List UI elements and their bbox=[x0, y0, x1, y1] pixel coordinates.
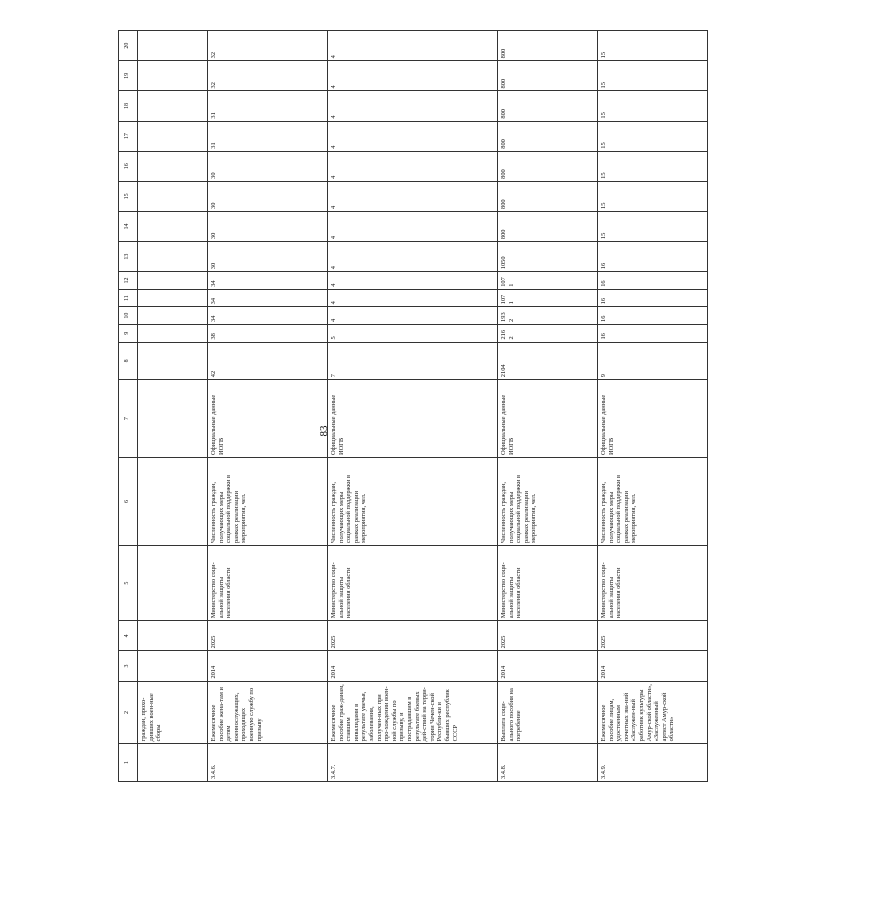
cell-c6 bbox=[138, 458, 208, 546]
cell-c7 bbox=[138, 380, 208, 458]
cell-c7: Официальные данные ИОГВ bbox=[208, 380, 328, 458]
value-cell: 16 bbox=[598, 242, 708, 272]
table-row bbox=[208, 31, 328, 782]
value-cell: 15 bbox=[598, 91, 708, 121]
rotated-table-wrapper bbox=[118, 30, 870, 779]
table-row bbox=[498, 31, 598, 782]
value-cell: 1071 bbox=[498, 289, 598, 307]
page-number: 83 bbox=[318, 425, 330, 437]
cell-c1: 3.4.6. bbox=[208, 744, 328, 782]
cell-c5: Министерство соци-альной защиты населения области bbox=[598, 545, 708, 620]
value-cell: 4 bbox=[328, 31, 498, 61]
value-cell: 4 bbox=[328, 61, 498, 91]
header-cell: 6 bbox=[119, 458, 138, 546]
rotated-table bbox=[118, 30, 676, 782]
header-cell: 15 bbox=[119, 181, 138, 211]
value-cell: 4 bbox=[328, 272, 498, 290]
value-cell: 15 bbox=[598, 211, 708, 241]
indicator-table bbox=[118, 30, 708, 782]
value-cell: 2162 bbox=[498, 324, 598, 342]
value-cell bbox=[138, 289, 208, 307]
header-cell: 4 bbox=[119, 621, 138, 651]
table-row bbox=[598, 31, 708, 782]
header-cell: 10 bbox=[119, 307, 138, 325]
value-cell bbox=[138, 307, 208, 325]
value-cell: 15 bbox=[598, 151, 708, 181]
cell-c3: 2014 bbox=[328, 651, 498, 681]
value-cell: 15 bbox=[598, 31, 708, 61]
value-cell: 16 bbox=[598, 307, 708, 325]
cell-c6: Численность граждан, получающих меры социальной поддержки в рамках реализации мероприятия, чел. bbox=[208, 458, 328, 546]
value-cell: 4 bbox=[328, 289, 498, 307]
header-cell: 3 bbox=[119, 651, 138, 681]
value-cell: 30 bbox=[208, 211, 328, 241]
cell-c1: 3.4.7. bbox=[328, 744, 498, 782]
cell-c3: 2014 bbox=[208, 651, 328, 681]
header-cell: 8 bbox=[119, 342, 138, 380]
value-cell bbox=[138, 242, 208, 272]
cell-c2: Ежемесячное пособие граж-данам, ставшим инвалидами в результате увечья, заболевания, получен-ных при про-хождении воен-ной службы по призыву, и пострадавшим в результате боевых дей-ствий на терри-тории Чечен-ской Республи-ки и бывших республик СССР bbox=[328, 681, 498, 744]
value-cell: 42 bbox=[208, 342, 328, 380]
value-cell: 4 bbox=[328, 91, 498, 121]
cell-c4: 2025 bbox=[208, 621, 328, 651]
value-cell bbox=[138, 151, 208, 181]
value-cell bbox=[138, 31, 208, 61]
value-cell: 800 bbox=[498, 91, 598, 121]
header-cell: 2 bbox=[119, 681, 138, 744]
header-cell: 5 bbox=[119, 545, 138, 620]
header-cell: 19 bbox=[119, 61, 138, 91]
value-cell: 15 bbox=[598, 61, 708, 91]
value-cell: 4 bbox=[328, 307, 498, 325]
cell-c2: Ежемесячное пособие лицам, удостоенным почетных зва-ний «Заслужен-ный работник культуры Амур-ской области», «Заслуженный артист Амур-ской области» bbox=[598, 681, 708, 744]
value-cell: 34 bbox=[208, 307, 328, 325]
cell-c6: Численность граждан, получающих меры социальной поддержки в рамках реализации мероприятия, чел. bbox=[598, 458, 708, 546]
value-cell: 16 bbox=[598, 289, 708, 307]
value-cell: 31 bbox=[208, 91, 328, 121]
cell-c7: Официальные данные ИОГВ bbox=[328, 380, 498, 458]
value-cell: 32 bbox=[208, 31, 328, 61]
value-cell: 16 bbox=[598, 324, 708, 342]
cell-c1: 3.4.8. bbox=[498, 744, 598, 782]
value-cell: 4 bbox=[328, 151, 498, 181]
value-cell bbox=[138, 181, 208, 211]
value-cell: 4 bbox=[328, 181, 498, 211]
table-row bbox=[138, 31, 208, 782]
cell-c7: Официальные данные ИОГВ bbox=[598, 380, 708, 458]
value-cell bbox=[138, 324, 208, 342]
value-cell: 2104 bbox=[498, 342, 598, 380]
value-cell: 34 bbox=[208, 289, 328, 307]
value-cell: 30 bbox=[208, 242, 328, 272]
cell-c4: 2025 bbox=[328, 621, 498, 651]
cell-c4: 2025 bbox=[598, 621, 708, 651]
value-cell bbox=[138, 91, 208, 121]
value-cell bbox=[138, 272, 208, 290]
header-cell: 12 bbox=[119, 272, 138, 290]
value-cell: 34 bbox=[208, 272, 328, 290]
value-cell: 800 bbox=[498, 151, 598, 181]
cell-c5 bbox=[138, 545, 208, 620]
value-cell bbox=[138, 211, 208, 241]
cell-c1: 3.4.9. bbox=[598, 744, 708, 782]
value-cell: 4 bbox=[328, 211, 498, 241]
cell-c3: 2014 bbox=[498, 651, 598, 681]
cell-c6: Численность граждан, получающих меры социальной поддержки в рамках реализации мероприятия, чел. bbox=[328, 458, 498, 546]
header-cell: 18 bbox=[119, 91, 138, 121]
value-cell: 16 bbox=[598, 272, 708, 290]
value-cell: 1932 bbox=[498, 307, 598, 325]
cell-c6: Численность граждан, получающих меры социальной поддержки в рамках реализации мероприятия, чел. bbox=[498, 458, 598, 546]
value-cell: 30 bbox=[208, 181, 328, 211]
value-cell: 30 bbox=[208, 151, 328, 181]
value-cell: 800 bbox=[498, 211, 598, 241]
value-cell: 9 bbox=[598, 342, 708, 380]
header-cell: 20 bbox=[119, 31, 138, 61]
cell-c2: граждан, прохо-дивших воен-ные сборы bbox=[138, 681, 208, 744]
value-cell: 800 bbox=[498, 61, 598, 91]
value-cell: 1071 bbox=[498, 272, 598, 290]
value-cell: 15 bbox=[598, 181, 708, 211]
value-cell: 31 bbox=[208, 121, 328, 151]
cell-c1 bbox=[138, 744, 208, 782]
value-cell: 38 bbox=[208, 324, 328, 342]
value-cell bbox=[138, 61, 208, 91]
value-cell: 5 bbox=[328, 324, 498, 342]
header-cell: 13 bbox=[119, 242, 138, 272]
value-cell: 32 bbox=[208, 61, 328, 91]
value-cell: 4 bbox=[328, 121, 498, 151]
cell-c3 bbox=[138, 651, 208, 681]
value-cell bbox=[138, 121, 208, 151]
header-cell: 16 bbox=[119, 151, 138, 181]
table-header-row bbox=[119, 31, 138, 782]
value-cell: 800 bbox=[498, 31, 598, 61]
cell-c2: Ежемесячное пособие жена-там и детям военнослужащих, проходящих военную службу по призыву bbox=[208, 681, 328, 744]
header-cell: 1 bbox=[119, 744, 138, 782]
value-cell: 800 bbox=[498, 121, 598, 151]
header-cell: 11 bbox=[119, 289, 138, 307]
cell-c5: Министерство соци-альной защиты населения области bbox=[498, 545, 598, 620]
value-cell: 800 bbox=[498, 181, 598, 211]
value-cell: 4 bbox=[328, 242, 498, 272]
cell-c7: Официальные данные ИОГВ bbox=[498, 380, 598, 458]
cell-c4: 2025 bbox=[498, 621, 598, 651]
header-cell: 17 bbox=[119, 121, 138, 151]
value-cell: 15 bbox=[598, 121, 708, 151]
cell-c3: 2014 bbox=[598, 651, 708, 681]
cell-c4 bbox=[138, 621, 208, 651]
cell-c2: Выплата соци-ального пособия на погребение bbox=[498, 681, 598, 744]
value-cell: 1050 bbox=[498, 242, 598, 272]
cell-c5: Министерство соци-альной защиты населения области bbox=[328, 545, 498, 620]
cell-c5: Министерство соци-альной защиты населения области bbox=[208, 545, 328, 620]
header-cell: 7 bbox=[119, 380, 138, 458]
header-cell: 14 bbox=[119, 211, 138, 241]
table-row bbox=[328, 31, 498, 782]
value-cell bbox=[138, 342, 208, 380]
value-cell: 7 bbox=[328, 342, 498, 380]
header-cell: 9 bbox=[119, 324, 138, 342]
